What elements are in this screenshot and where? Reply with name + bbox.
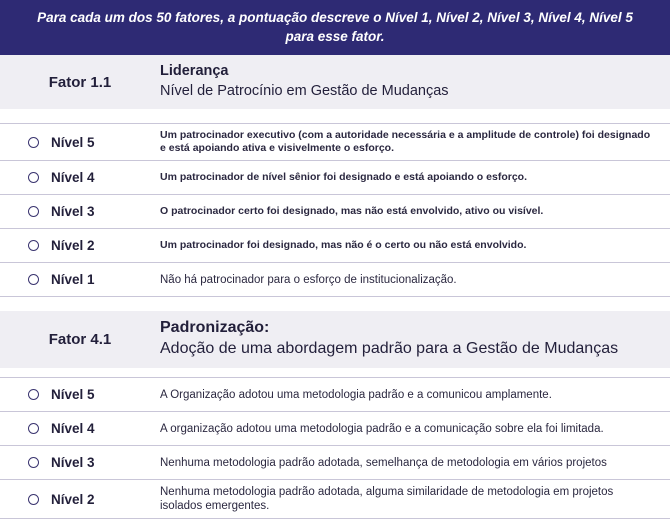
level-row[interactable]: [0, 378, 670, 412]
level-option-1-2[interactable]: [0, 229, 160, 262]
level-description: Nenhuma metodologia padrão adotada, semelhança de metodologia em vários projetos: [160, 456, 607, 469]
level-option-2-2[interactable]: [0, 480, 160, 518]
level-label: Nível 2: [51, 491, 95, 507]
level-option-2-3[interactable]: [0, 446, 160, 479]
factor-name-1: Nível de Patrocínio em Gestão de Mudanças: [160, 82, 449, 99]
level-option-2-5[interactable]: [0, 378, 160, 411]
level-description: O patrocinador certo foi designado, mas não está envolvido, ativo ou visível.: [160, 205, 544, 217]
radio-icon[interactable]: [28, 457, 39, 468]
level-option-2-4[interactable]: [0, 412, 160, 445]
level-description: Um patrocinador executivo (com a autoridade necessária e a amplitude de controle) foi designado e está apoiando ativa e visivelmente o esforço.: [160, 129, 651, 154]
section-spacer-3: [0, 368, 670, 377]
level-list-2: [0, 377, 670, 519]
level-row[interactable]: [0, 124, 670, 161]
radio-icon[interactable]: [28, 494, 39, 505]
level-row[interactable]: [0, 161, 670, 195]
radio-icon[interactable]: [28, 206, 39, 217]
factor-header-1: [0, 55, 670, 109]
level-row[interactable]: [0, 446, 670, 480]
level-label: Nível 2: [51, 238, 95, 253]
level-option-1-5[interactable]: [0, 124, 160, 160]
factor-id-1: Fator 1.1: [48, 73, 112, 91]
level-description: A organização adotou uma metodologia padrão e a comunicação sobre ela foi limitada.: [160, 422, 604, 435]
level-label: Nível 1: [51, 272, 95, 287]
radio-icon[interactable]: [28, 172, 39, 183]
level-label: Nível 4: [51, 170, 95, 185]
level-description: Não há patrocinador para o esforço de institucionalização.: [160, 273, 457, 286]
level-row[interactable]: [0, 195, 670, 229]
section-spacer-2: [0, 297, 670, 311]
factor-titles-1: [160, 55, 670, 109]
level-description: A Organização adotou uma metodologia padrão e a comunicou amplamente.: [160, 388, 552, 401]
level-label: Nível 3: [51, 455, 95, 470]
level-label: Nível 3: [51, 204, 95, 219]
level-label: Nível 4: [51, 421, 95, 436]
radio-icon[interactable]: [28, 423, 39, 434]
level-option-1-1[interactable]: [0, 263, 160, 296]
level-description: Um patrocinador foi designado, mas não é o certo ou não está envolvido.: [160, 239, 527, 251]
level-label: Nível 5: [51, 134, 95, 150]
section-spacer-1: [0, 109, 670, 123]
level-label: Nível 5: [51, 387, 95, 402]
level-row[interactable]: [0, 412, 670, 446]
level-row[interactable]: [0, 263, 670, 297]
level-list-1: [0, 123, 670, 297]
radio-icon[interactable]: [28, 389, 39, 400]
banner-instruction: Para cada um dos 50 fatores, a pontuação descreve o Nível 1, Nível 2, Nível 3, Nível 4, Nível 5 para esse fator.: [0, 0, 670, 55]
radio-icon[interactable]: [28, 274, 39, 285]
level-description: Um patrocinador de nível sênior foi designado e está apoiando o esforço.: [160, 171, 527, 183]
level-description: Nenhuma metodologia padrão adotada, alguma similaridade de metodologia em projetos isolados emergentes.: [160, 486, 614, 512]
level-option-1-3[interactable]: [0, 195, 160, 228]
factor-category-2: Padronização:: [160, 319, 270, 336]
radio-icon[interactable]: [28, 137, 39, 148]
level-option-1-4[interactable]: [0, 161, 160, 194]
factor-category-1: Liderança: [160, 62, 229, 79]
factor-id-2: Fator 4.1: [48, 331, 112, 348]
level-row[interactable]: [0, 229, 670, 263]
radio-icon[interactable]: [28, 240, 39, 251]
factor-name-2: Adoção de uma abordagem padrão para a Gestão de Mudanças: [160, 340, 619, 357]
factor-header-2: [0, 311, 670, 368]
factor-titles-2: [160, 311, 670, 368]
